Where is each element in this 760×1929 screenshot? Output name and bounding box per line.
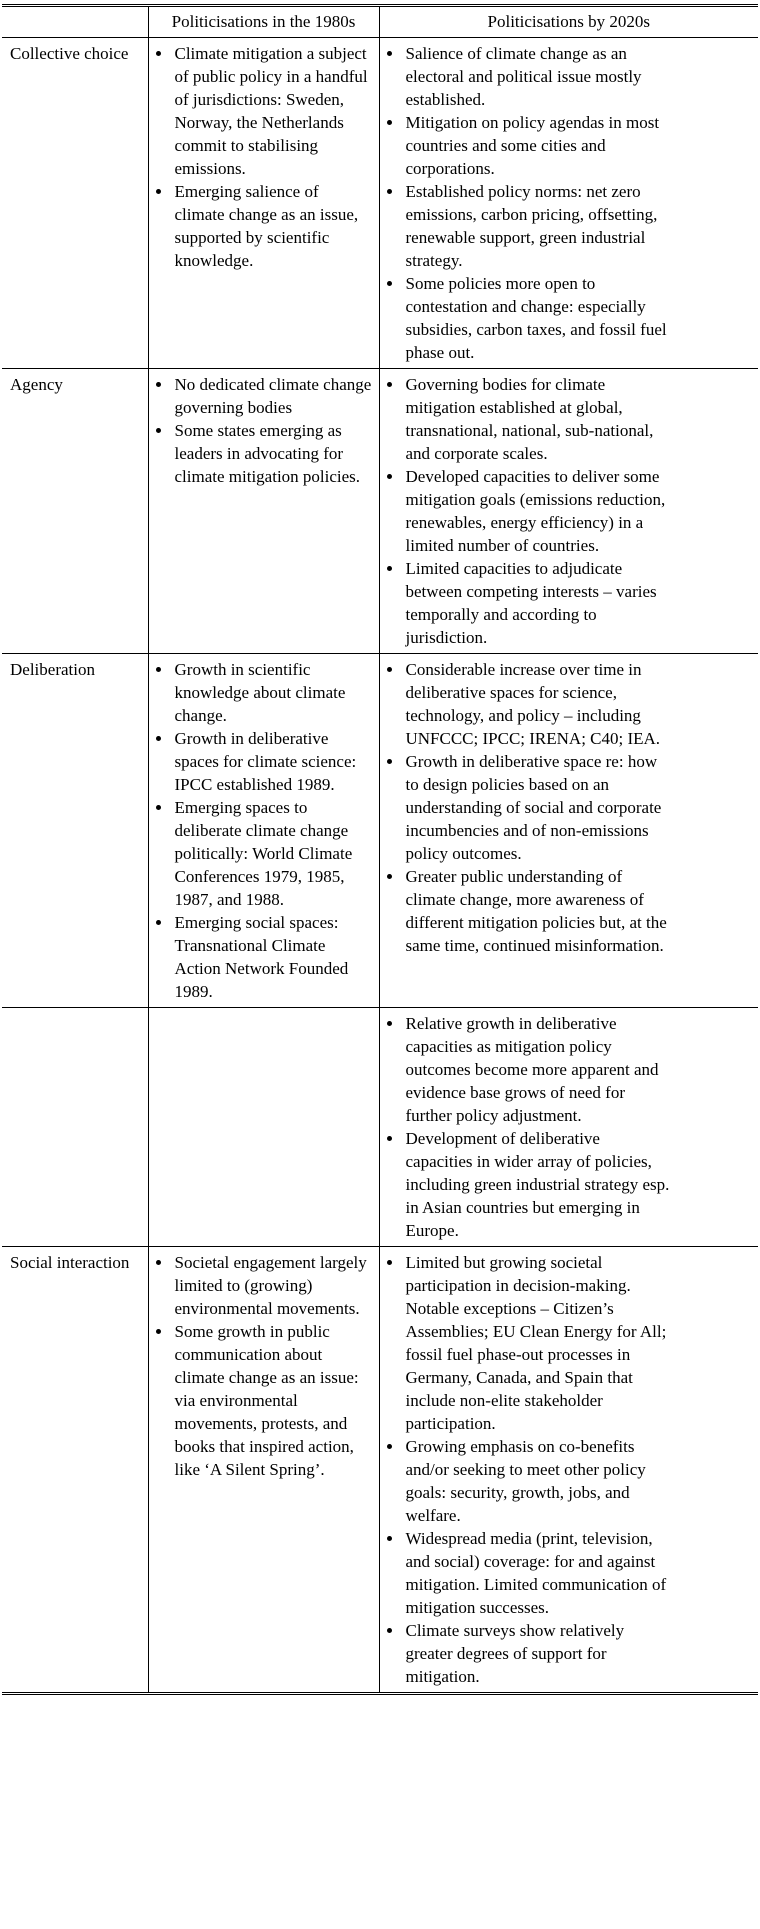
row-label-deliberation: Deliberation	[2, 654, 148, 1008]
bullet-item: • Societal engagement largely limited to (growing) environmental movements.	[173, 1251, 373, 1320]
row-label-agency: Agency	[2, 369, 148, 654]
bullet-item: • Widespread media (print, television, and social) coverage: for and against mitigation. Limited communication of mitigation successes.	[404, 1527, 671, 1619]
cell-2020s-continuation	[379, 1008, 758, 1247]
bullet-item: • Growth in deliberative space re: how to design policies based on an understanding of social and corporate incumbencies and of non-emissions policy outcomes.	[404, 750, 671, 865]
bullet-item: • Emerging salience of climate change as an issue, supported by scientific knowledge.	[173, 180, 373, 272]
bullet-item: • Developed capacities to deliver some mitigation goals (emissions reduction, renewables, energy efficiency) in a limited number of countries.	[404, 465, 671, 557]
table-row-continuation	[2, 1008, 758, 1247]
bullet-item: • Limited but growing societal participation in decision-making. Notable exceptions – Citizen’s Assemblies; EU Clean Energy for All; fossil fuel phase-out processes in Germany, Canada, and Spain that include non-elite stakeholder participation.	[404, 1251, 671, 1435]
bullet-list	[386, 658, 671, 957]
bullet-item: • Mitigation on policy agendas in most countries and some cities and corporations.	[404, 111, 671, 180]
bullet-list	[386, 1251, 671, 1688]
row-label-social-interaction: Social interaction	[2, 1247, 148, 1694]
bullet-item: • Governing bodies for climate mitigation established at global, transnational, national, sub-national, and corporate scales.	[404, 373, 671, 465]
bullet-list	[155, 658, 373, 1003]
bullet-list	[155, 373, 373, 488]
politicisations-comparison-table	[2, 4, 758, 1695]
bullet-item: • Emerging social spaces: Transnational Climate Action Network Founded 1989.	[173, 911, 373, 1003]
bullet-item: • Emerging spaces to deliberate climate change politically: World Climate Conferences 1979, 1985, 1987, and 1988.	[173, 796, 373, 911]
bullet-list	[155, 1251, 373, 1481]
bullet-item: • Some policies more open to contestation and change: especially subsidies, carbon taxes, and fossil fuel phase out.	[404, 272, 671, 364]
bullet-item: • Development of deliberative capacities in wider array of policies, including green industrial strategy esp. in Asian countries but emerging in Europe.	[404, 1127, 671, 1242]
bullet-item: • Greater public understanding of climate change, more awareness of different mitigation policies but, at the same time, continued misinformation.	[404, 865, 671, 957]
cell-2020s-social-interaction	[379, 1247, 758, 1694]
bullet-item: • Some states emerging as leaders in advocating for climate mitigation policies.	[173, 419, 373, 488]
header-2020s: Politicisations by 2020s	[379, 6, 758, 38]
bullet-list	[386, 42, 671, 364]
table-row-agency	[2, 369, 758, 654]
table-row-deliberation	[2, 654, 758, 1008]
bullet-list	[386, 373, 671, 649]
cell-1980s-collective-choice	[148, 38, 379, 369]
cell-1980s-agency	[148, 369, 379, 654]
header-row	[2, 6, 758, 38]
cell-2020s-collective-choice	[379, 38, 758, 369]
bullet-item: • Growth in scientific knowledge about climate change.	[173, 658, 373, 727]
cell-2020s-deliberation	[379, 654, 758, 1008]
header-corner-cell	[2, 6, 148, 38]
cell-1980s-continuation	[148, 1008, 379, 1247]
bullet-item: • Limited capacities to adjudicate between competing interests – varies temporally and according to jurisdiction.	[404, 557, 671, 649]
table-row-collective-choice	[2, 38, 758, 369]
cell-1980s-deliberation	[148, 654, 379, 1008]
bullet-item: • Some growth in public communication about climate change as an issue: via environmental movements, protests, and books that inspired action, like ‘A Silent Spring’.	[173, 1320, 373, 1481]
header-1980s: Politicisations in the 1980s	[148, 6, 379, 38]
bullet-item: • Climate surveys show relatively greater degrees of support for mitigation.	[404, 1619, 671, 1688]
bullet-list	[155, 42, 373, 272]
row-label-continuation	[2, 1008, 148, 1247]
bullet-item: • Considerable increase over time in deliberative spaces for science, technology, and policy – including UNFCCC; IPCC; IRENA; C40; IEA.	[404, 658, 671, 750]
bullet-item: • Relative growth in deliberative capacities as mitigation policy outcomes become more apparent and evidence base grows of need for further policy adjustment.	[404, 1012, 671, 1127]
cell-1980s-social-interaction	[148, 1247, 379, 1694]
bullet-item: • Climate mitigation a subject of public policy in a handful of jurisdictions: Sweden, Norway, the Netherlands commit to stabilising emissions.	[173, 42, 373, 180]
bullet-item: • Growing emphasis on co-benefits and/or seeking to meet other policy goals: security, growth, jobs, and welfare.	[404, 1435, 671, 1527]
cell-2020s-agency	[379, 369, 758, 654]
bullet-item: • Growth in deliberative spaces for climate science: IPCC established 1989.	[173, 727, 373, 796]
bullet-item: • No dedicated climate change governing bodies	[173, 373, 373, 419]
bullet-list	[386, 1012, 671, 1242]
row-label-collective-choice: Collective choice	[2, 38, 148, 369]
bullet-item: • Established policy norms: net zero emissions, carbon pricing, offsetting, renewable support, green industrial strategy.	[404, 180, 671, 272]
table-row-social-interaction	[2, 1247, 758, 1694]
bullet-item: • Salience of climate change as an electoral and political issue mostly established.	[404, 42, 671, 111]
